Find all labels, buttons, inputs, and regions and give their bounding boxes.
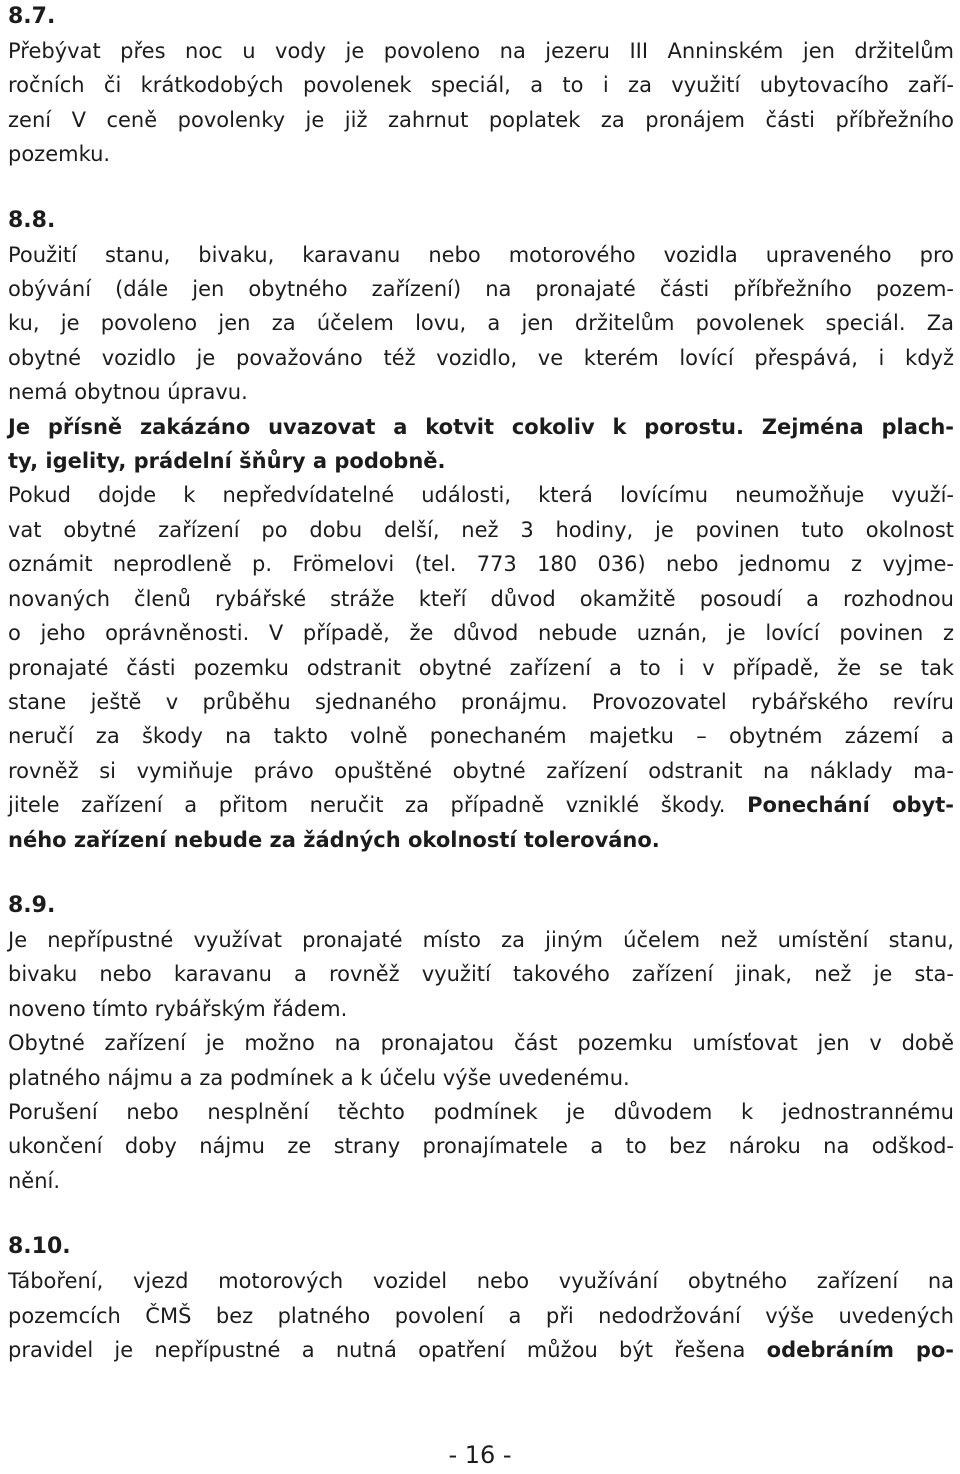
text-line: Použití stanu, bivaku, karavanu nebo motorového vozidla upraveného pro (8, 242, 954, 267)
bold-text-run: Ponechání obyt- (747, 793, 954, 818)
text-line: obytné vozidlo je považováno též vozidlo, ve kterém lovící přespává, i když (8, 345, 954, 370)
text-line: Obytné zařízení je možno na pronajatou část pozemku umísťovat jen v době (8, 1031, 954, 1056)
text-line: ku, je povoleno jen za účelem lovu, a jen držitelům povolenek speciál. Za (8, 311, 954, 336)
text-line: noveno tímto rybářským řádem. (8, 996, 348, 1021)
section-spacer (8, 1198, 954, 1230)
text-line: ukončení doby nájmu ze strany pronajímatele a to bez nároku na odškod- (8, 1134, 954, 1159)
section-8-8 (8, 204, 954, 857)
text-line: stane ještě v průběhu sjednaného pronájmu. Provozovatel rybářského revíru (8, 689, 954, 714)
text-line: pronajaté části pozemku odstranit obytné zařízení a to i v případě, že se tak (8, 655, 954, 680)
text-line: pozemku. (8, 142, 111, 167)
text-run: pravidel je nepřípustné a nutná opatření můžou být řešena (8, 1338, 746, 1362)
section-spacer (8, 857, 954, 889)
paragraph-8-9-purpose (8, 923, 954, 1026)
section-spacer (8, 172, 954, 204)
document-page (8, 0, 954, 1367)
text-run: jitele zařízení a přitom neručit za případně vzniklé škody. (8, 793, 726, 818)
paragraph-8-9-violation (8, 1095, 954, 1198)
mixed-text-line (8, 788, 954, 822)
section-heading-8-8: 8.8. (8, 207, 56, 233)
text-line: Pokud dojde k nepředvídatelné události, která lovícímu neumožňuje využí- (8, 483, 954, 508)
text-line: nemá obytnou úpravu. (8, 380, 248, 405)
paragraph-8-9-placement (8, 1026, 954, 1095)
bold-text-run: odebráním po- (766, 1338, 954, 1362)
text-line: Přebývat přes noc u vody je povoleno na jezeru III Anninském jen držitelům (8, 39, 954, 63)
paragraph-8-10 (8, 1264, 954, 1367)
paragraph-8-8-prohibition (8, 410, 954, 479)
section-heading-8-9: 8.9. (8, 892, 56, 918)
text-line: Táboření, vjezd motorových vozidel nebo využívání obytného zařízení na (8, 1269, 954, 1294)
text-line: o jeho oprávněnosti. V případě, že důvod nebude uznán, je lovící povinen z (8, 621, 954, 646)
text-line: Porušení nebo nesplnění těchto podmínek je důvodem k jednostrannému (8, 1099, 954, 1124)
text-line: ročních či krátkodobých povolenek speciál, a to i za využití ubytovacího zaří- (8, 73, 954, 98)
bold-text-line: Je přísně zakázáno uvazovat a kotvit cokoliv k porostu. Zejména plach- (8, 414, 954, 439)
bold-text-line: ného zařízení nebude za žádných okolností tolerováno. (8, 827, 660, 852)
section-8-10 (8, 1230, 954, 1367)
section-heading-8-10: 8.10. (8, 1234, 71, 1260)
page-number: - 16 - (448, 1441, 512, 1469)
text-line: platného nájmu a za podmínek a k účelu výše uvedenému. (8, 1065, 630, 1090)
text-line: oznámit neprodleně p. Frömelovi (tel. 773 180 036) nebo jednomu z vyjme- (8, 552, 954, 577)
text-line: zení V ceně povolenky je již zahrnut poplatek za pronájem části příbřežního (8, 107, 954, 132)
text-line: obývání (dále jen obytného zařízení) na pronajaté části příbřežního pozem- (8, 277, 954, 302)
text-line: neručí za škody na takto volně ponechaném majetku – obytném zázemí a (8, 724, 954, 749)
bold-text-line: ty, igelity, prádelní šňůry a podobně. (8, 449, 446, 474)
paragraph-8-8-unforeseen (8, 478, 954, 856)
mixed-text-line (8, 1333, 954, 1367)
text-line: vat obytné zařízení po dobu delší, než 3 hodiny, je povinen tuto okolnost (8, 517, 954, 542)
text-line: nění. (8, 1168, 61, 1193)
paragraph-8-8-usage (8, 238, 954, 410)
section-8-9 (8, 889, 954, 1198)
text-line: pozemcích ČMŠ bez platného povolení a při nedodržování výše uvedených (8, 1303, 954, 1328)
text-line: rovněž si vymiňuje právo opuštěné obytné zařízení odstranit na náklady ma- (8, 758, 954, 783)
section-heading-8-7: 8.7. (8, 4, 56, 29)
paragraph-8-7 (8, 34, 954, 172)
section-8-7 (8, 0, 954, 172)
text-line: Je nepřípustné využívat pronajaté místo za jiným účelem než umístění stanu, (8, 927, 954, 952)
text-line: bivaku nebo karavanu a rovněž využití takového zařízení jinak, než je sta- (8, 962, 954, 987)
text-line: novaných členů rybářské stráže kteří důvod okamžitě posoudí a rozhodnou (8, 586, 954, 611)
